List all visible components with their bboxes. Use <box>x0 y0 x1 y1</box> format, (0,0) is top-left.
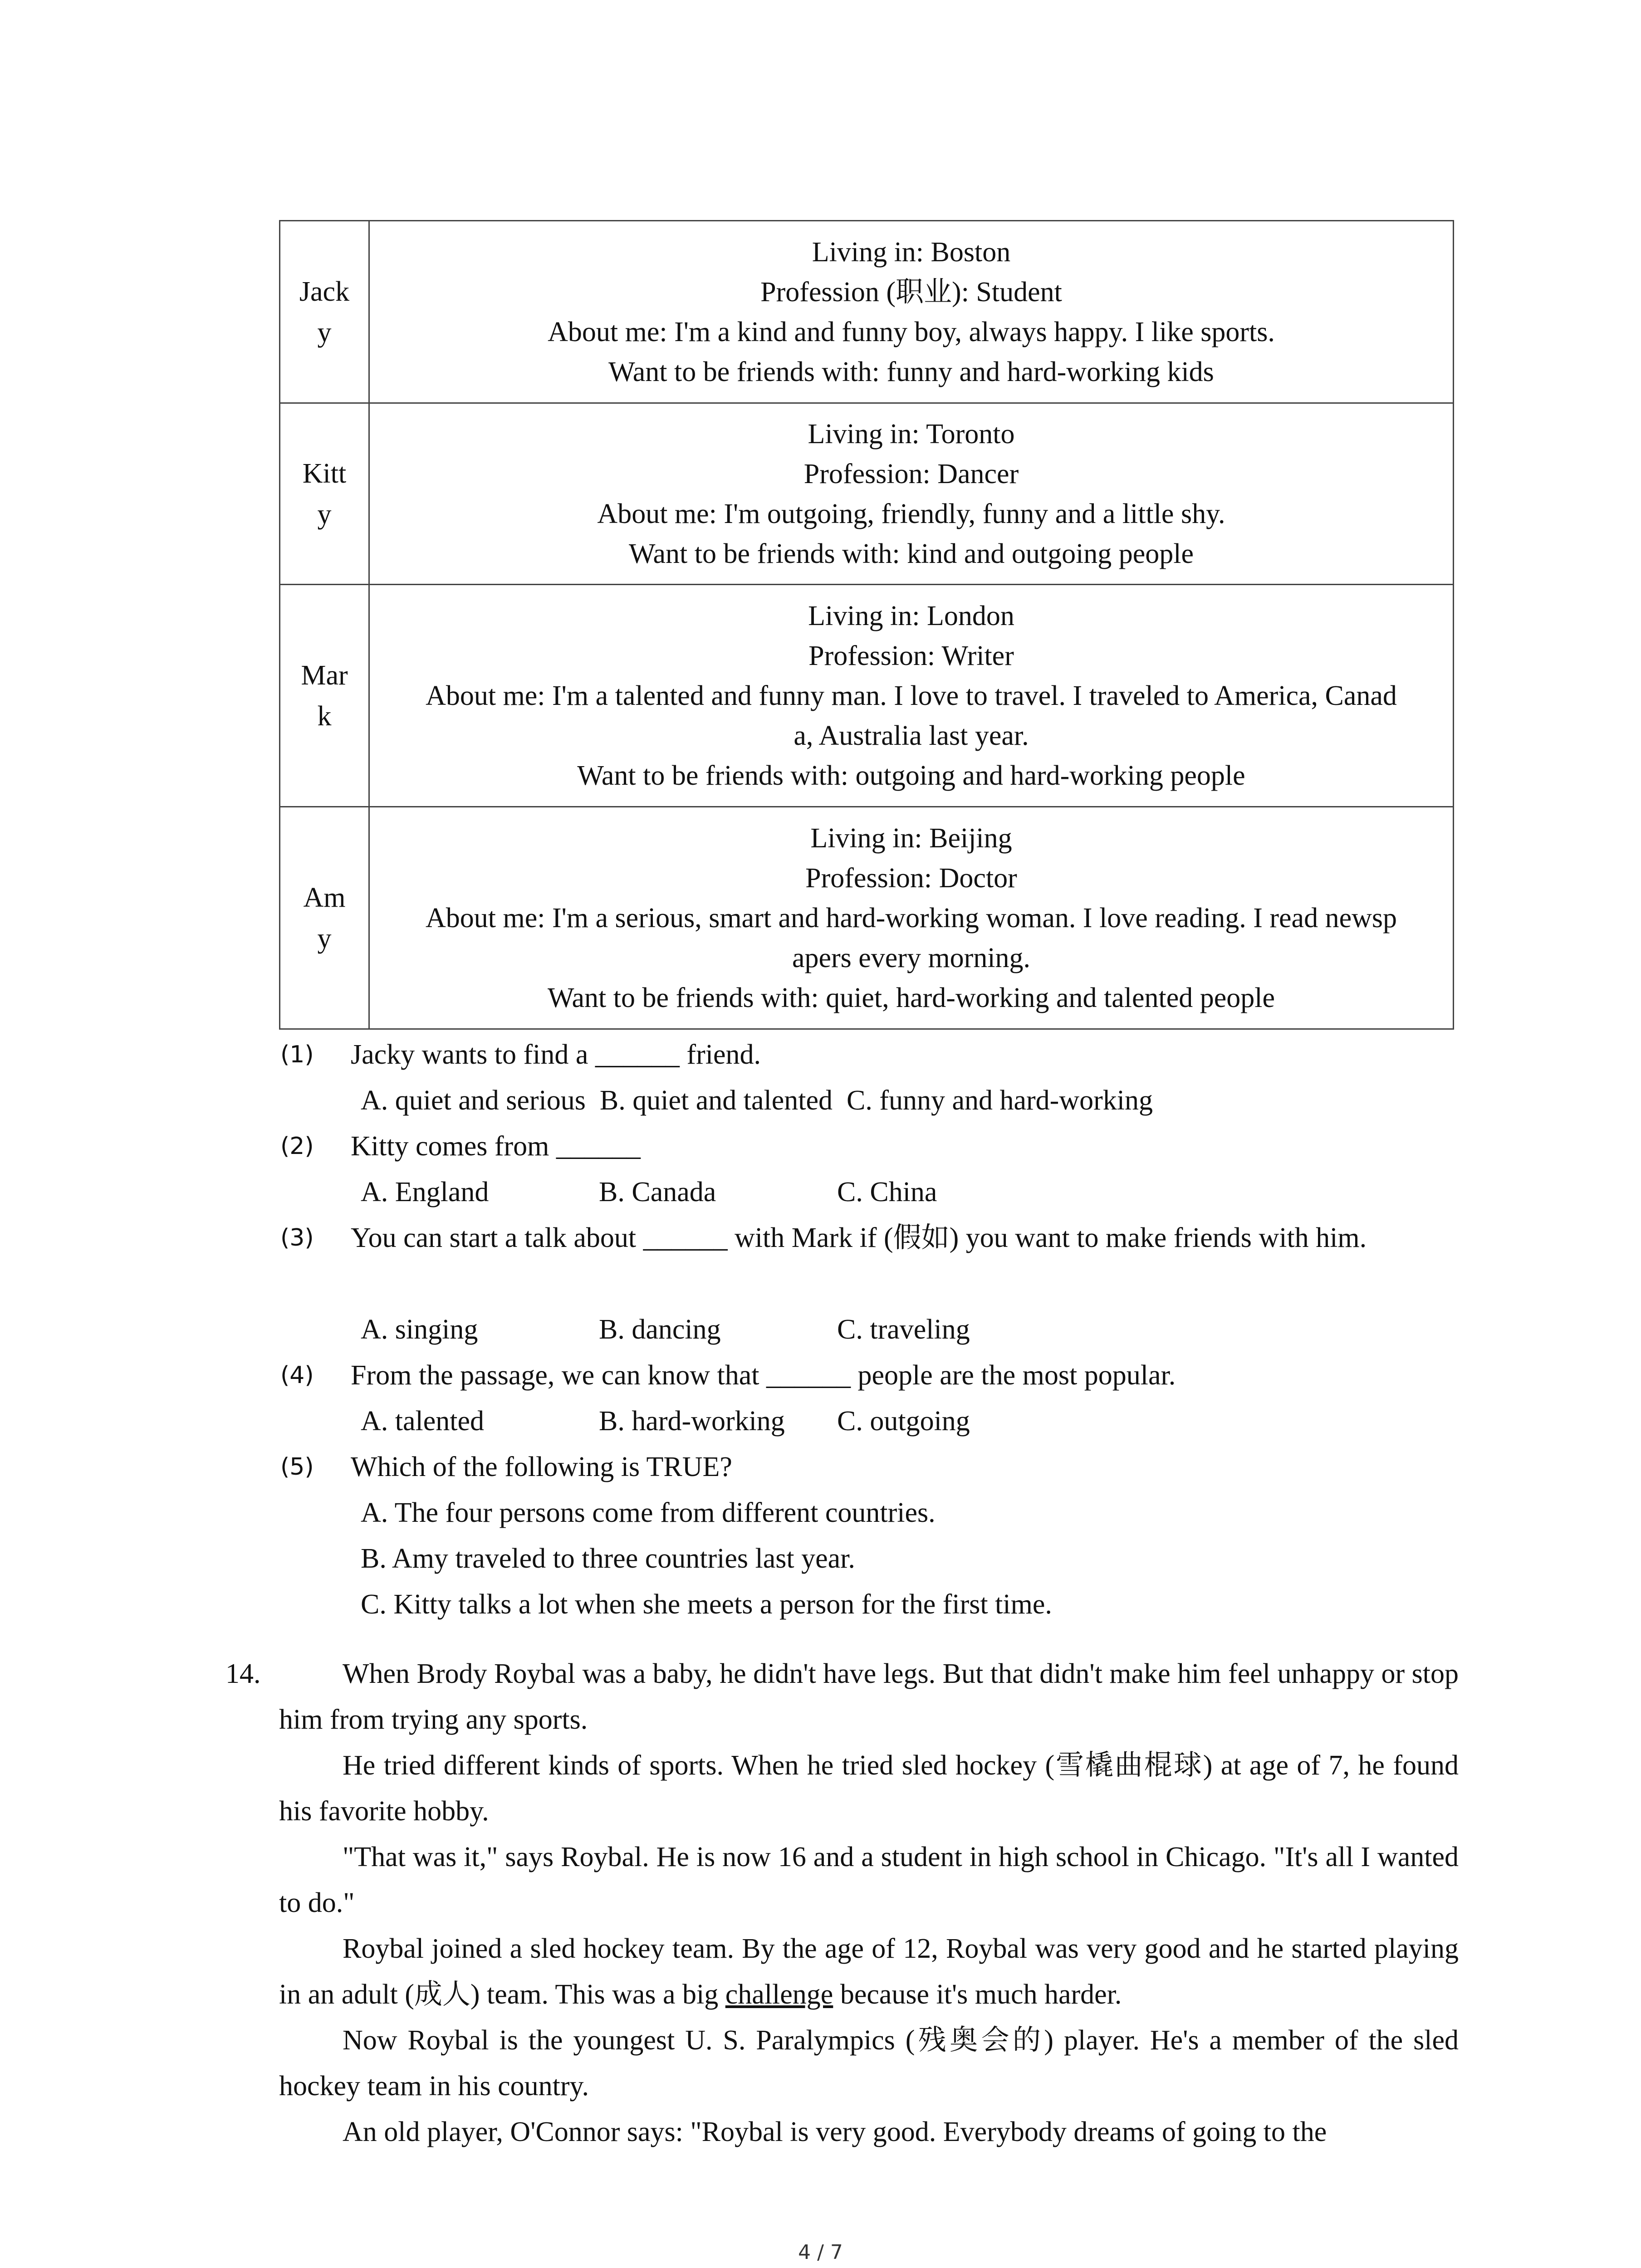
profile-line: Living in: Toronto <box>808 418 1015 450</box>
option-b[interactable]: B. quiet and talented <box>599 1085 833 1116</box>
profile-row-amy <box>280 807 1454 1029</box>
profile-row-jacky <box>280 221 1454 403</box>
profile-name: Jack y <box>280 221 369 403</box>
question-number-14: 14. <box>225 1658 261 1689</box>
question-4-options <box>361 1398 1087 1444</box>
profile-line: Profession (职业): Student <box>760 276 1062 308</box>
question-number: (4) <box>280 1362 314 1389</box>
question-2 <box>280 1124 1460 1169</box>
question-3-options <box>361 1307 1087 1353</box>
profile-info <box>369 221 1454 403</box>
profile-line: Profession: Doctor <box>805 862 1017 894</box>
underlined-word: challenge <box>725 1979 833 2010</box>
option-c[interactable]: C. traveling <box>837 1314 970 1345</box>
profile-name: Mar k <box>280 585 369 807</box>
question-number: (2) <box>280 1133 314 1160</box>
option-a[interactable]: A. quiet and serious <box>361 1085 586 1116</box>
profile-info <box>369 403 1454 585</box>
profile-line: Want to be friends with: kind and outgoing people <box>628 538 1194 569</box>
option-c[interactable]: C. outgoing <box>837 1406 970 1437</box>
option-c[interactable]: C. funny and hard-working <box>847 1085 1153 1116</box>
profile-line: apers every morning. <box>792 942 1031 973</box>
profile-line: Want to be friends with: quiet, hard-working and talented people <box>547 982 1275 1013</box>
option-b[interactable]: B. hard-working <box>599 1406 785 1437</box>
question-1-options <box>361 1078 1153 1124</box>
passage-paragraph: Roybal joined a sled hockey team. By the age of 12, Roybal was very good and he started playing in an adult (成人) team. This was a big challenge because it's much harder. <box>279 1933 1459 2010</box>
profile-line: a, Australia last year. <box>794 720 1029 751</box>
option-b[interactable]: B. Amy traveled to three countries last year. <box>361 1543 855 1574</box>
profile-line: Living in: Boston <box>812 236 1011 268</box>
question-stem: Kitty comes from ______ <box>351 1131 641 1162</box>
question-number: (1) <box>280 1041 314 1068</box>
page-number: 4 / 7 <box>798 2241 843 2264</box>
profile-info <box>369 585 1454 807</box>
profile-line: Profession: Dancer <box>803 458 1019 489</box>
passage-paragraph: An old player, O'Connor says: "Roybal is very good. Everybody dreams of going to the <box>343 2116 1327 2147</box>
question-stem: Jacky wants to find a ______ friend. <box>351 1039 761 1070</box>
reading-passage <box>279 1651 1459 2155</box>
question-number: (3) <box>280 1224 314 1251</box>
profile-line: Want to be friends with: funny and hard-working kids <box>608 356 1214 387</box>
passage-paragraph: He tried different kinds of sports. When he tried sled hockey (雪橇曲棍球) at age of 7, he found his favorite hobby. <box>279 1750 1459 1827</box>
question-1 <box>280 1032 1460 1078</box>
option-a[interactable]: A. England <box>361 1177 489 1207</box>
profile-line: Living in: London <box>808 600 1014 631</box>
option-c[interactable]: C. Kitty talks a lot when she meets a person for the first time. <box>361 1589 1052 1620</box>
question-5-options <box>361 1490 1052 1628</box>
profile-info <box>369 807 1454 1029</box>
option-c[interactable]: C. China <box>837 1177 937 1207</box>
profile-name: Am y <box>280 807 369 1029</box>
profile-line: About me: I'm a serious, smart and hard-working woman. I love reading. I read newsp <box>426 902 1397 934</box>
passage-paragraph: "That was it," says Roybal. He is now 16 and a student in high school in Chicago. "It's all I wanted to do." <box>279 1842 1459 1918</box>
question-stem: From the passage, we can know that ______ people are the most popular. <box>351 1360 1176 1391</box>
question-3 <box>280 1215 1460 1307</box>
profile-name: Kitt y <box>280 403 369 585</box>
option-a[interactable]: A. talented <box>361 1406 485 1437</box>
question-number: (5) <box>280 1453 314 1481</box>
question-stem: You can start a talk about ______ with Mark if (假如) you want to make friends with him. <box>351 1222 1367 1253</box>
option-a[interactable]: A. singing <box>361 1314 478 1345</box>
profiles-table <box>279 220 1454 1030</box>
profile-line: Want to be friends with: outgoing and hard-working people <box>577 760 1245 791</box>
passage-paragraph: Now Roybal is the youngest U. S. Paralympics (残奥会的) player. He's a member of the sled hockey team in his country. <box>279 2025 1459 2102</box>
profile-row-kitty <box>280 403 1454 585</box>
profile-line: About me: I'm a kind and funny boy, always happy. I like sports. <box>548 316 1275 347</box>
option-a[interactable]: A. The four persons come from different countries. <box>361 1497 936 1528</box>
question-5 <box>280 1444 1460 1490</box>
profile-line: Profession: Writer <box>808 640 1014 671</box>
profile-line: About me: I'm outgoing, friendly, funny and a little shy. <box>597 498 1225 529</box>
profile-line: Living in: Beijing <box>810 822 1012 854</box>
profile-line: About me: I'm a talented and funny man. I love to travel. I traveled to America, Canad <box>426 680 1397 711</box>
passage-paragraph: When Brody Roybal was a baby, he didn't have legs. But that didn't make him feel unhappy or stop him from trying any sports. <box>279 1658 1459 1735</box>
option-b[interactable]: B. dancing <box>599 1314 721 1345</box>
question-4 <box>280 1353 1460 1398</box>
option-b[interactable]: B. Canada <box>599 1177 716 1207</box>
profile-row-mark <box>280 585 1454 807</box>
question-stem: Which of the following is TRUE? <box>351 1452 732 1482</box>
question-2-options <box>361 1169 1087 1215</box>
